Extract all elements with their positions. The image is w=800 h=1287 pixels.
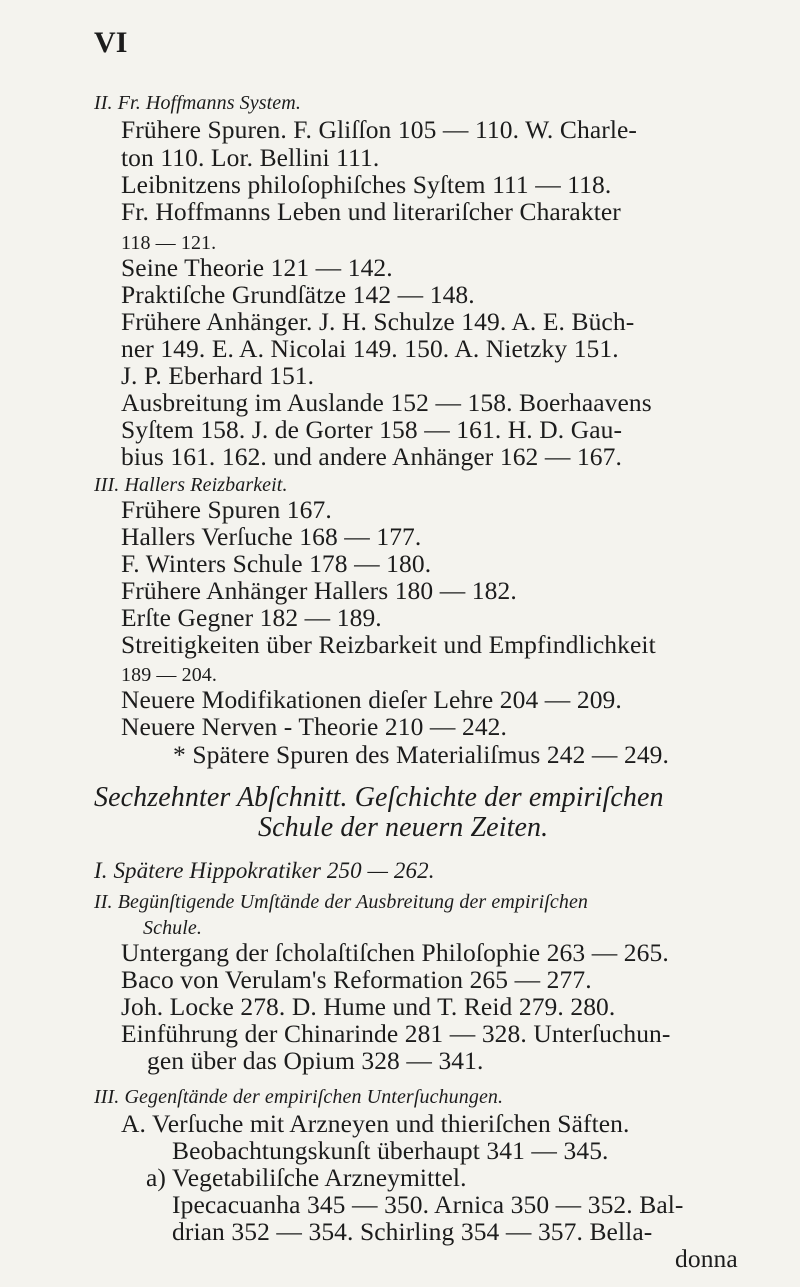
text-line: III. Hallers Reizbarkeit. xyxy=(94,474,288,496)
text-line: Sechzehnter Abſchnitt. Geſchichte der empiriſchen xyxy=(94,782,664,813)
text-line: II. Fr. Hoffmanns System. xyxy=(94,92,301,114)
text-line: Frühere Spuren 167. xyxy=(121,495,332,524)
text-line: Frühere Anhänger. J. H. Schulze 149. A. E. Büch- xyxy=(121,307,635,336)
text-line: Ipecacuanha 345 — 350. Arnica 350 — 352. Bal- xyxy=(172,1190,684,1219)
text-line: gen über das Opium 328 — 341. xyxy=(147,1046,484,1075)
text-line: Joh. Locke 278. D. Hume und T. Reid 279. 280. xyxy=(121,992,616,1021)
text-line: Streitigkeiten über Reizbarkeit und Empfindlichkeit xyxy=(121,630,656,659)
text-line: 189 — 204. xyxy=(121,664,217,686)
text-line: Frühere Anhänger Hallers 180 — 182. xyxy=(121,576,517,605)
text-line: drian 352 — 354. Schirling 354 — 357. Bella- xyxy=(172,1217,653,1246)
text-line: Einführung der Chinarinde 281 — 328. Unterſuchun- xyxy=(121,1019,671,1048)
text-line: Neuere Modifikationen dieſer Lehre 204 — 209. xyxy=(121,685,622,714)
text-line: Ausbreitung im Auslande 152 — 158. Boerhaavens xyxy=(121,388,652,417)
text-line: Schule. xyxy=(143,917,203,939)
text-line: a) Vegetabiliſche Arzneymittel. xyxy=(146,1163,467,1192)
text-line: Fr. Hoffmanns Leben und literariſcher Charakter xyxy=(121,197,621,226)
text-line: ner 149. E. A. Nicolai 149. 150. A. Nietzky 151. xyxy=(121,334,619,363)
text-line: I. Spätere Hippokratiker 250 — 262. xyxy=(94,858,435,883)
text-line: Untergang der ſcholaſtiſchen Philoſophie 263 — 265. xyxy=(121,938,669,967)
text-line: Baco von Verulam's Reformation 265 — 277. xyxy=(121,965,592,994)
text-line: J. P. Eberhard 151. xyxy=(121,361,315,390)
text-line: Frühere Spuren. F. Gliſſon 105 — 110. W. Charle- xyxy=(121,115,638,144)
text-line: Erſte Gegner 182 — 189. xyxy=(121,603,382,632)
text-line: 118 — 121. xyxy=(121,232,217,254)
text-line: Beobachtungskunſt überhaupt 341 — 345. xyxy=(172,1136,609,1165)
page-number: VI xyxy=(94,26,128,59)
text-line: bius 161. 162. und andere Anhänger 162 — 167. xyxy=(121,442,622,471)
text-line: A. Verſuche mit Arzneyen und thieriſchen Säften. xyxy=(121,1109,630,1138)
text-line: Praktiſche Grundſätze 142 — 148. xyxy=(121,280,475,309)
text-line: Seine Theorie 121 — 142. xyxy=(121,253,393,282)
text-line: Neuere Nerven - Theorie 210 — 242. xyxy=(121,712,507,741)
text-line: ton 110. Lor. Bellini 111. xyxy=(121,143,380,172)
text-line: III. Gegenſtände der empiriſchen Unterſuchungen. xyxy=(94,1086,504,1108)
text-line: Syſtem 158. J. de Gorter 158 — 161. H. D. Gau- xyxy=(121,415,623,444)
text-line: Schule der neuern Zeiten. xyxy=(258,812,549,843)
text-line: Hallers Verſuche 168 — 177. xyxy=(121,522,422,551)
text-line: donna xyxy=(675,1244,738,1273)
text-line: II. Begünſtigende Umſtände der Ausbreitung der empiriſchen xyxy=(94,891,589,913)
text-line: * Spätere Spuren des Materialiſmus 242 — 249. xyxy=(173,740,669,769)
text-line: Leibnitzens philoſophiſches Syſtem 111 — 118. xyxy=(121,170,612,199)
text-line: F. Winters Schule 178 — 180. xyxy=(121,549,432,578)
